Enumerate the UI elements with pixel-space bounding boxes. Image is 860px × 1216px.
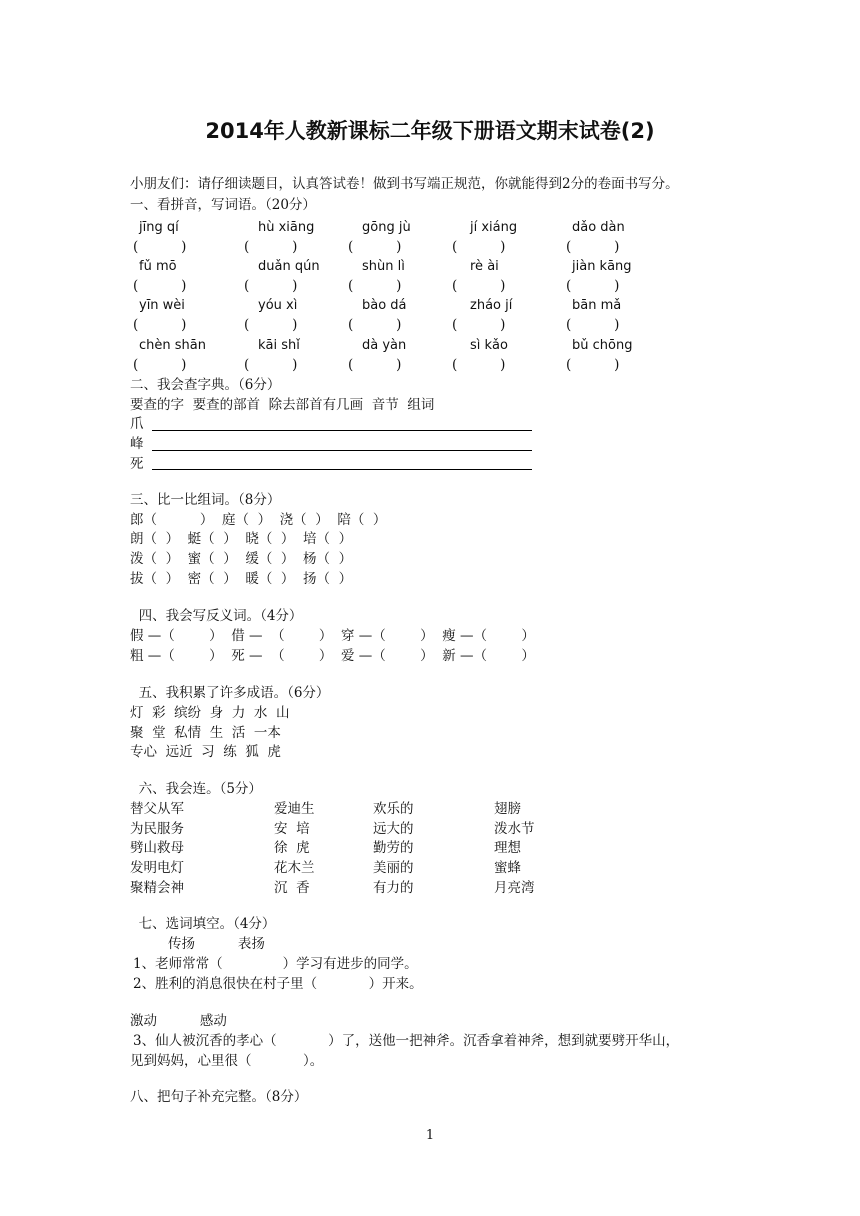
answer-blank[interactable]: ( ) <box>452 357 506 373</box>
idiom-row: 专心 远近 习 练 狐 虎 <box>130 744 281 760</box>
pinyin-label: kāi shǐ <box>258 338 300 353</box>
idiom-row: 聚 堂 私情 生 活 一本 <box>130 725 281 741</box>
antonym-row: 粗 —（ ） 死 — （ ） 爱 —（ ） 新 —（ ） <box>130 648 535 664</box>
section3-heading: 三、比一比组词。（8分） <box>130 492 281 508</box>
pinyin-label: duǎn qún <box>258 259 320 274</box>
answer-blank[interactable]: ( ) <box>566 357 620 373</box>
match-item[interactable]: 沉 香 <box>274 879 310 896</box>
answer-blank[interactable]: ( ) <box>133 317 187 333</box>
pinyin-label: hù xiāng <box>258 220 315 235</box>
section8-heading: 八、把句子补充完整。（8分） <box>130 1089 308 1105</box>
idiom-row: 灯 彩 缤纷 身 力 水 山 <box>130 705 290 721</box>
antonym-row: 假 —（ ） 借 — （ ） 穿 —（ ） 瘦 —（ ） <box>130 628 535 644</box>
answer-blank[interactable]: ( ) <box>133 278 187 294</box>
compare-row: 拔（ ） 密（ ） 暖（ ） 扬（ ） <box>130 571 353 587</box>
compare-row: 泼（ ） 蜜（ ） 缓（ ） 杨（ ） <box>130 551 353 567</box>
match-item[interactable]: 聚精会神 <box>130 879 184 896</box>
pinyin-label: dǎo dàn <box>572 220 625 235</box>
pinyin-label: chèn shān <box>139 338 206 353</box>
match-item[interactable]: 勤劳的 <box>373 840 414 857</box>
match-item[interactable]: 美丽的 <box>373 860 414 877</box>
answer-blank[interactable]: ( ) <box>244 317 298 333</box>
answer-blank[interactable]: ( ) <box>452 278 506 294</box>
page-title: 2014年人教新课标二年级下册语文期末试卷(2) <box>205 119 655 143</box>
section5-heading: 五、我积累了许多成语。（6分） <box>130 685 330 701</box>
dict-char-1: 爪 <box>130 416 144 432</box>
answer-blank[interactable]: ( ) <box>348 357 402 373</box>
pinyin-label: yīn wèi <box>139 298 185 313</box>
match-item[interactable]: 替父从军 <box>130 801 184 817</box>
answer-blank[interactable]: ( ) <box>566 239 620 255</box>
pinyin-label: yóu xì <box>258 298 298 313</box>
match-item[interactable]: 花木兰 <box>274 860 315 877</box>
dict-char-3: 死 <box>130 456 144 472</box>
answer-blank[interactable]: ( ) <box>348 317 402 333</box>
pinyin-label: rè ài <box>470 259 499 274</box>
match-item[interactable]: 徐 虎 <box>274 840 310 857</box>
answer-blank[interactable]: ( ) <box>244 278 298 294</box>
match-item[interactable]: 蜜蜂 <box>494 860 521 877</box>
pinyin-label: jí xiáng <box>470 220 518 235</box>
dictionary-columns: 要查的字 要查的部首 除去部首有几画 音节 组词 <box>130 397 435 413</box>
fill-question-1: 1、老师常常（ ）学习有进步的同学。 <box>133 956 418 972</box>
answer-blank[interactable]: ( ) <box>452 239 506 255</box>
answer-line[interactable] <box>152 469 532 470</box>
pinyin-label: jīng qí <box>139 220 179 235</box>
pinyin-label: bān mǎ <box>572 298 622 313</box>
match-item[interactable]: 劈山救母 <box>130 840 184 857</box>
compare-row: 朗（ ） 蜓（ ） 晓（ ） 培（ ） <box>130 531 353 547</box>
intro-text: 小朋友们：请仔细读题目，认真答试卷！做到书写端正规范，你就能得到2分的卷面书写分。 <box>130 176 679 192</box>
answer-blank[interactable]: ( ) <box>244 357 298 373</box>
match-item[interactable]: 远大的 <box>373 820 414 837</box>
answer-line[interactable] <box>152 430 532 431</box>
compare-row: 郎（ ） 庭（ ） 浇（ ） 陪（ ） <box>130 512 387 528</box>
fill-question-3: 3、仙人被沉香的孝心（ ）了，送他一把神斧。沉香拿着神斧，想到就要劈开华山， <box>133 1033 680 1049</box>
match-item[interactable]: 泼水节 <box>494 820 535 837</box>
answer-blank[interactable]: ( ) <box>348 239 402 255</box>
answer-line[interactable] <box>152 450 532 451</box>
match-item[interactable]: 有力的 <box>373 879 414 896</box>
answer-blank[interactable]: ( ) <box>566 317 620 333</box>
section6-heading: 六、我会连。（5分） <box>130 781 262 797</box>
word-choices-1: 传扬 表扬 <box>168 936 265 952</box>
match-item[interactable]: 发明电灯 <box>130 860 184 877</box>
section4-heading: 四、我会写反义词。（4分） <box>130 608 303 624</box>
page-number: 1 <box>425 1128 435 1143</box>
fill-question-3-cont: 见到妈妈，心里很（ ）。 <box>130 1053 324 1069</box>
pinyin-label: bào dá <box>362 298 407 313</box>
pinyin-label: shùn lì <box>362 259 405 274</box>
pinyin-label: fǔ mō <box>139 259 177 274</box>
answer-blank[interactable]: ( ) <box>244 239 298 255</box>
match-item[interactable]: 翅膀 <box>494 801 521 817</box>
section1-heading: 一、看拼音，写词语。（20分） <box>130 197 316 213</box>
pinyin-label: jiàn kāng <box>572 259 632 274</box>
section7-heading: 七、选词填空。（4分） <box>130 916 276 932</box>
match-item[interactable]: 月亮湾 <box>494 879 535 896</box>
pinyin-label: bǔ chōng <box>572 338 633 353</box>
match-item[interactable]: 为民服务 <box>130 820 184 837</box>
dict-char-2: 峰 <box>130 436 144 452</box>
pinyin-label: zháo jí <box>470 298 513 313</box>
match-item[interactable]: 爱迪生 <box>274 801 315 817</box>
answer-blank[interactable]: ( ) <box>452 317 506 333</box>
word-choices-2: 激动 感动 <box>130 1013 227 1029</box>
pinyin-label: sì kǎo <box>470 338 508 353</box>
section2-heading: 二、我会查字典。（6分） <box>130 377 281 393</box>
fill-question-2: 2、胜利的消息很快在村子里（ ）开来。 <box>133 976 423 992</box>
answer-blank[interactable]: ( ) <box>133 357 187 373</box>
match-item[interactable]: 安 培 <box>274 820 310 837</box>
pinyin-label: gōng jù <box>362 220 411 235</box>
answer-blank[interactable]: ( ) <box>348 278 402 294</box>
answer-blank[interactable]: ( ) <box>566 278 620 294</box>
match-item[interactable]: 欢乐的 <box>373 801 414 817</box>
answer-blank[interactable]: ( ) <box>133 239 187 255</box>
pinyin-label: dà yàn <box>362 338 407 353</box>
match-item[interactable]: 理想 <box>494 840 521 857</box>
